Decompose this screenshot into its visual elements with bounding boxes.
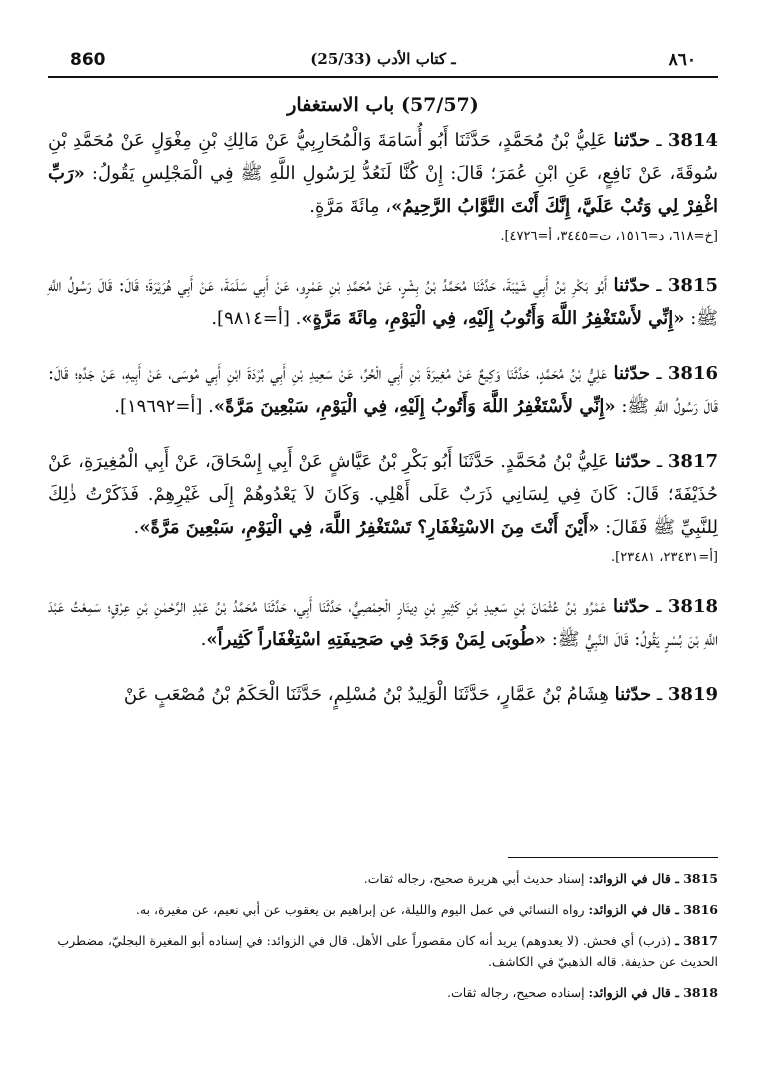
hadith-quote: «طُوبَى لِمَنْ وَجَدَ فِي صَحِيفَتِهِ اسْتِغْفَاراً كَثِيراً» — [206, 629, 546, 650]
footnote-3817 — [48, 930, 718, 972]
footnotes — [48, 868, 718, 1013]
hadith-number: 3814 — [667, 130, 718, 151]
hadith-3818: 3818 ـ حدّثنا عَمْرُو بْنُ عُثْمَانَ بْنِ سَعِيدِ بْنِ كَثِيرِ بْنِ دِينَارٍ الْحِمْصِيُّ، حَدَّثَنَا أَبِي، حَدَّثَنَا مُحَمَّدُ بْنُ عَبْدِ الرَّحْمٰنِ بْنِ عِرْقٍ؛ سَمِعْتُ عَبْدَ اللَّهِ بْنَ بُسْرٍ يَقُولُ: قَالَ النَّبِيُّ ﷺ: «طُوبَى لِمَنْ وَجَدَ فِي صَحِيفَتِهِ اسْتِغْفَاراً كَثِيراً». — [48, 596, 718, 650]
hadith-number: 3819 — [667, 684, 718, 705]
footnote-rule — [508, 857, 718, 858]
hadith-text: هِشَامُ بْنُ عَمَّارٍ، حَدَّثَنَا الْوَلِيدُ بْنُ مُسْلِمٍ، حَدَّثَنَا الْحَكَمُ بْنُ مُصْعَبٍ عَنْ — [123, 684, 609, 705]
chapter-title: (57/57) باب الاستغفار — [287, 94, 479, 116]
hadith-lead: حدّثنا — [613, 363, 651, 384]
hadith-lead: حدّثنا — [614, 451, 652, 472]
hadith-lead: حدّثنا — [614, 684, 652, 705]
header-rule — [48, 76, 718, 78]
footnote-text: إسناد حديث أبي هريرة صحيح، رجاله ثقات. — [363, 871, 585, 886]
main-text — [48, 84, 718, 733]
hadith-number: 3817 — [667, 451, 719, 472]
hadith-3815: 3815 ـ حدّثنا أَبُو بَكْرِ بْنُ أَبِي شَيْبَةَ، حَدَّثَنَا مُحَمَّدُ بْنُ بِشْرٍ، عَنْ مُحَمَّدِ بْنِ عَمْرٍو، عَنْ أَبِي سَلَمَةَ، عَنْ أَبِي هُرَيْرَةَ؛ قَالَ: قَالَ رَسُولُ اللَّهِ ﷺ: «إِنِّي لأَسْتَغْفِرُ اللَّهَ وَأَتُوبُ إِلَيْهِ، فِي الْيَوْمِ، مِائَةَ مَرَّةٍ». [أ=٩٨١٤]. — [48, 275, 718, 329]
footnote-label: 3817 ـ — [675, 933, 718, 948]
hadith-number: 3815 — [667, 275, 718, 296]
hadith-lead: حدّثنا — [613, 130, 651, 151]
hadith-lead: حدّثنا — [613, 275, 651, 296]
hadith-text: عَلِيُّ بْنُ مُحَمَّدٍ. حَدَّثَنَا أَبُو بَكْرِ بْنُ عَيَّاشٍ عَنْ أَبِي إِسْحَاقَ، عَنْ أَبِي الْمُغِيرَةِ، عَنْ حُذَيْفَةَ؛ قَالَ: كَانَ فِي لِسَانِي ذَرَبٌ عَلَى أَهْلِي. وَكَانَ لاَ يَعْدُوهُمْ إِلَى غَيْرِهِمْ. فَذَكَرْتُ ذٰلِكَ لِلنَّبِيِّ ﷺ فَقَالَ: — [48, 451, 718, 538]
hadith-tail: . — [200, 629, 207, 650]
hadith-text: عَمْرُو بْنُ عُثْمَانَ بْنِ سَعِيدِ بْنِ كَثِيرِ بْنِ دِينَارٍ الْحِمْصِيُّ، حَدَّثَنَا أَبِي، حَدَّثَنَا مُحَمَّدُ بْنُ عَبْدِ الرَّحْمٰنِ بْنِ عِرْقٍ؛ سَمِعْتُ عَبْدَ اللَّهِ بْنَ بُسْرٍ يَقُولُ: قَالَ النَّبِيُّ ﷺ: — [48, 596, 718, 650]
hadith-quote: «إِنِّي لأَسْتَغْفِرُ اللَّهَ وَأَتُوبُ إِلَيْهِ، فِي الْيَوْمِ، مِائَةَ مَرَّةٍ» — [301, 308, 685, 329]
hadith-tail: . — [133, 517, 140, 538]
footnote-label: 3815 ـ قال في الزوائد: — [588, 871, 718, 886]
hadith-reference: [خ=٦١٨، د=١٥١٦، ت=٣٤٤٥، أ=٤٧٢٦]. — [500, 229, 718, 244]
hadith-number: 3816 — [667, 363, 718, 384]
footnote-text: رواه النسائي في عمل اليوم والليلة، عن إبراهيم بن يعقوب عن أبي نعيم، عن مغيرة، به. — [135, 902, 585, 917]
footnote-3818 — [48, 982, 718, 1003]
hadith-tail: . [أ=٩٨١٤]. — [211, 308, 302, 329]
hadith-text: أَبُو بَكْرِ بْنُ أَبِي شَيْبَةَ، حَدَّثَنَا مُحَمَّدُ بْنُ بِشْرٍ، عَنْ مُحَمَّدِ بْنِ عَمْرٍو، عَنْ أَبِي سَلَمَةَ، عَنْ أَبِي هُرَيْرَةَ؛ قَالَ: قَالَ رَسُولُ اللَّهِ ﷺ: — [48, 275, 718, 329]
footnote-label: 3818 ـ قال في الزوائد: — [588, 985, 718, 1000]
footnote-label: 3816 ـ قال في الزوائد: — [588, 902, 718, 917]
page-header — [48, 48, 718, 76]
hadith-text: عَلِيُّ بْنُ مُحَمَّدٍ، حَدَّثَنَا وَكِيعٌ عَنْ مُغِيرَةَ بْنِ أَبِي الْحُرِّ، عَنْ سَعِيدِ بْنِ أَبِي بُرْدَةَ ابْنِ أَبِي مُوسَى، عَنْ أَبِيهِ، عَنْ جَدِّهِ؛ قَالَ: قَالَ رَسُولُ اللَّهِ ﷺ: — [48, 363, 718, 417]
footnote-text: (ذرب) أي فحش. (لا يعدوهم) يريد أنه كان مقصوراً على الأهل. قال في الزوائد: في إسناده أبو المغيرة البجليّ، مضطرب الحديث عن حذيفة. قاله الذهبيّ في الكاشف. — [57, 933, 718, 969]
page-number-latin: 860 — [70, 50, 106, 70]
hadith-3814: 3814 ـ حدّثنا عَلِيُّ بْنُ مُحَمَّدٍ، حَدَّثَنَا أَبُو أُسَامَةَ وَالْمُحَارِبِيُّ عَنْ مَالِكِ بْنِ مِغْوَلٍ عَنْ مُحَمَّدِ بْنِ سُوقَةَ، عَنْ نَافِعٍ، عَنِ ابْنِ عُمَرَ؛ قَالَ: إِنْ كُنَّا لَنَعُدُّ لِرَسُولِ اللَّهِ ﷺ فِي الْمَجْلِسِ يَقُولُ: «رَبِّ اغْفِرْ لِي وَتُبْ عَلَيَّ، إِنَّكَ أَنْتَ التَّوَّابُ الرَّحِيمُ»، مِائَةَ مَرَّةٍ. [خ=٦١٨، د=١٥١٦، ت=٣٤٤٥، أ=٤٧٢٦]. — [48, 124, 718, 247]
hadith-quote: «رَبِّ اغْفِرْ لِي وَتُبْ عَلَيَّ، إِنَّكَ أَنْتَ التَّوَّابُ الرَّحِيمُ» — [48, 163, 718, 217]
hadith-3816: 3816 ـ حدّثنا عَلِيُّ بْنُ مُحَمَّدٍ، حَدَّثَنَا وَكِيعٌ عَنْ مُغِيرَةَ بْنِ أَبِي الْحُرِّ، عَنْ سَعِيدِ بْنِ أَبِي بُرْدَةَ ابْنِ أَبِي مُوسَى، عَنْ أَبِيهِ، عَنْ جَدِّهِ؛ قَالَ: قَالَ رَسُولُ اللَّهِ ﷺ: «إِنِّي لأَسْتَغْفِرُ اللَّهَ وَأَتُوبُ إِلَيْهِ، فِي الْيَوْمِ، سَبْعِينَ مَرَّةً». [أ=١٩٦٩٢]. — [48, 363, 718, 417]
page-number-arabic: ٨٦٠ — [668, 50, 696, 70]
footnote-3816 — [48, 899, 718, 920]
hadith-tail: ، مِائَةَ مَرَّةٍ. — [309, 196, 392, 217]
hadith-reference: [أ=٢٣٤٣١، ٢٣٤٨١]. — [611, 550, 718, 565]
hadith-tail: . [أ=١٩٦٩٢]. — [114, 396, 214, 417]
footnote-text: إسناده صحيح، رجاله ثقات. — [446, 985, 585, 1000]
hadith-quote: «أَيْنَ أَنْتَ مِنَ الاسْتِغْفَارِ؟ تَسْتَغْفِرُ اللَّهَ، فِي الْيَوْمِ، سَبْعِينَ مَرَّةً» — [139, 517, 600, 538]
footnote-3815 — [48, 868, 718, 889]
hadith-text: عَلِيُّ بْنُ مُحَمَّدٍ، حَدَّثَنَا أَبُو أُسَامَةَ وَالْمُحَارِبِيُّ عَنْ مَالِكِ بْنِ مِغْوَلٍ عَنْ مُحَمَّدِ بْنِ سُوقَةَ، عَنْ نَافِعٍ، عَنِ ابْنِ عُمَرَ؛ قَالَ: إِنْ كُنَّا لَنَعُدُّ لِرَسُولِ اللَّهِ ﷺ فِي الْمَجْلِسِ يَقُولُ: — [48, 130, 718, 184]
running-title: (25/33) ـ كتاب الأدب — [310, 50, 456, 68]
hadith-3817: 3817 ـ حدّثنا عَلِيُّ بْنُ مُحَمَّدٍ. حَدَّثَنَا أَبُو بَكْرِ بْنُ عَيَّاشٍ عَنْ أَبِي إِسْحَاقَ، عَنْ أَبِي الْمُغِيرَةِ، عَنْ حُذَيْفَةَ؛ قَالَ: كَانَ فِي لِسَانِي ذَرَبٌ عَلَى أَهْلِي. وَكَانَ لاَ يَعْدُوهُمْ إِلَى غَيْرِهِمْ. فَذَكَرْتُ ذٰلِكَ لِلنَّبِيِّ ﷺ فَقَالَ: «أَيْنَ أَنْتَ مِنَ الاسْتِغْفَارِ؟ تَسْتَغْفِرُ اللَّهَ، فِي الْيَوْمِ، سَبْعِينَ مَرَّةً». [أ=٢٣٤٣١، ٢٣٤٨١]. — [48, 445, 718, 568]
hadith-number: 3818 — [667, 596, 718, 617]
hadith-quote: «إِنِّي لأَسْتَغْفِرُ اللَّهَ وَأَتُوبُ إِلَيْهِ، فِي الْيَوْمِ، سَبْعِينَ مَرَّةً» — [213, 396, 616, 417]
hadith-3819: 3819 ـ حدّثنا هِشَامُ بْنُ عَمَّارٍ، حَدَّثَنَا الْوَلِيدُ بْنُ مُسْلِمٍ، حَدَّثَنَا الْحَكَمُ بْنُ مُصْعَبٍ عَنْ — [123, 684, 718, 705]
hadith-lead: حدّثنا — [613, 596, 650, 617]
